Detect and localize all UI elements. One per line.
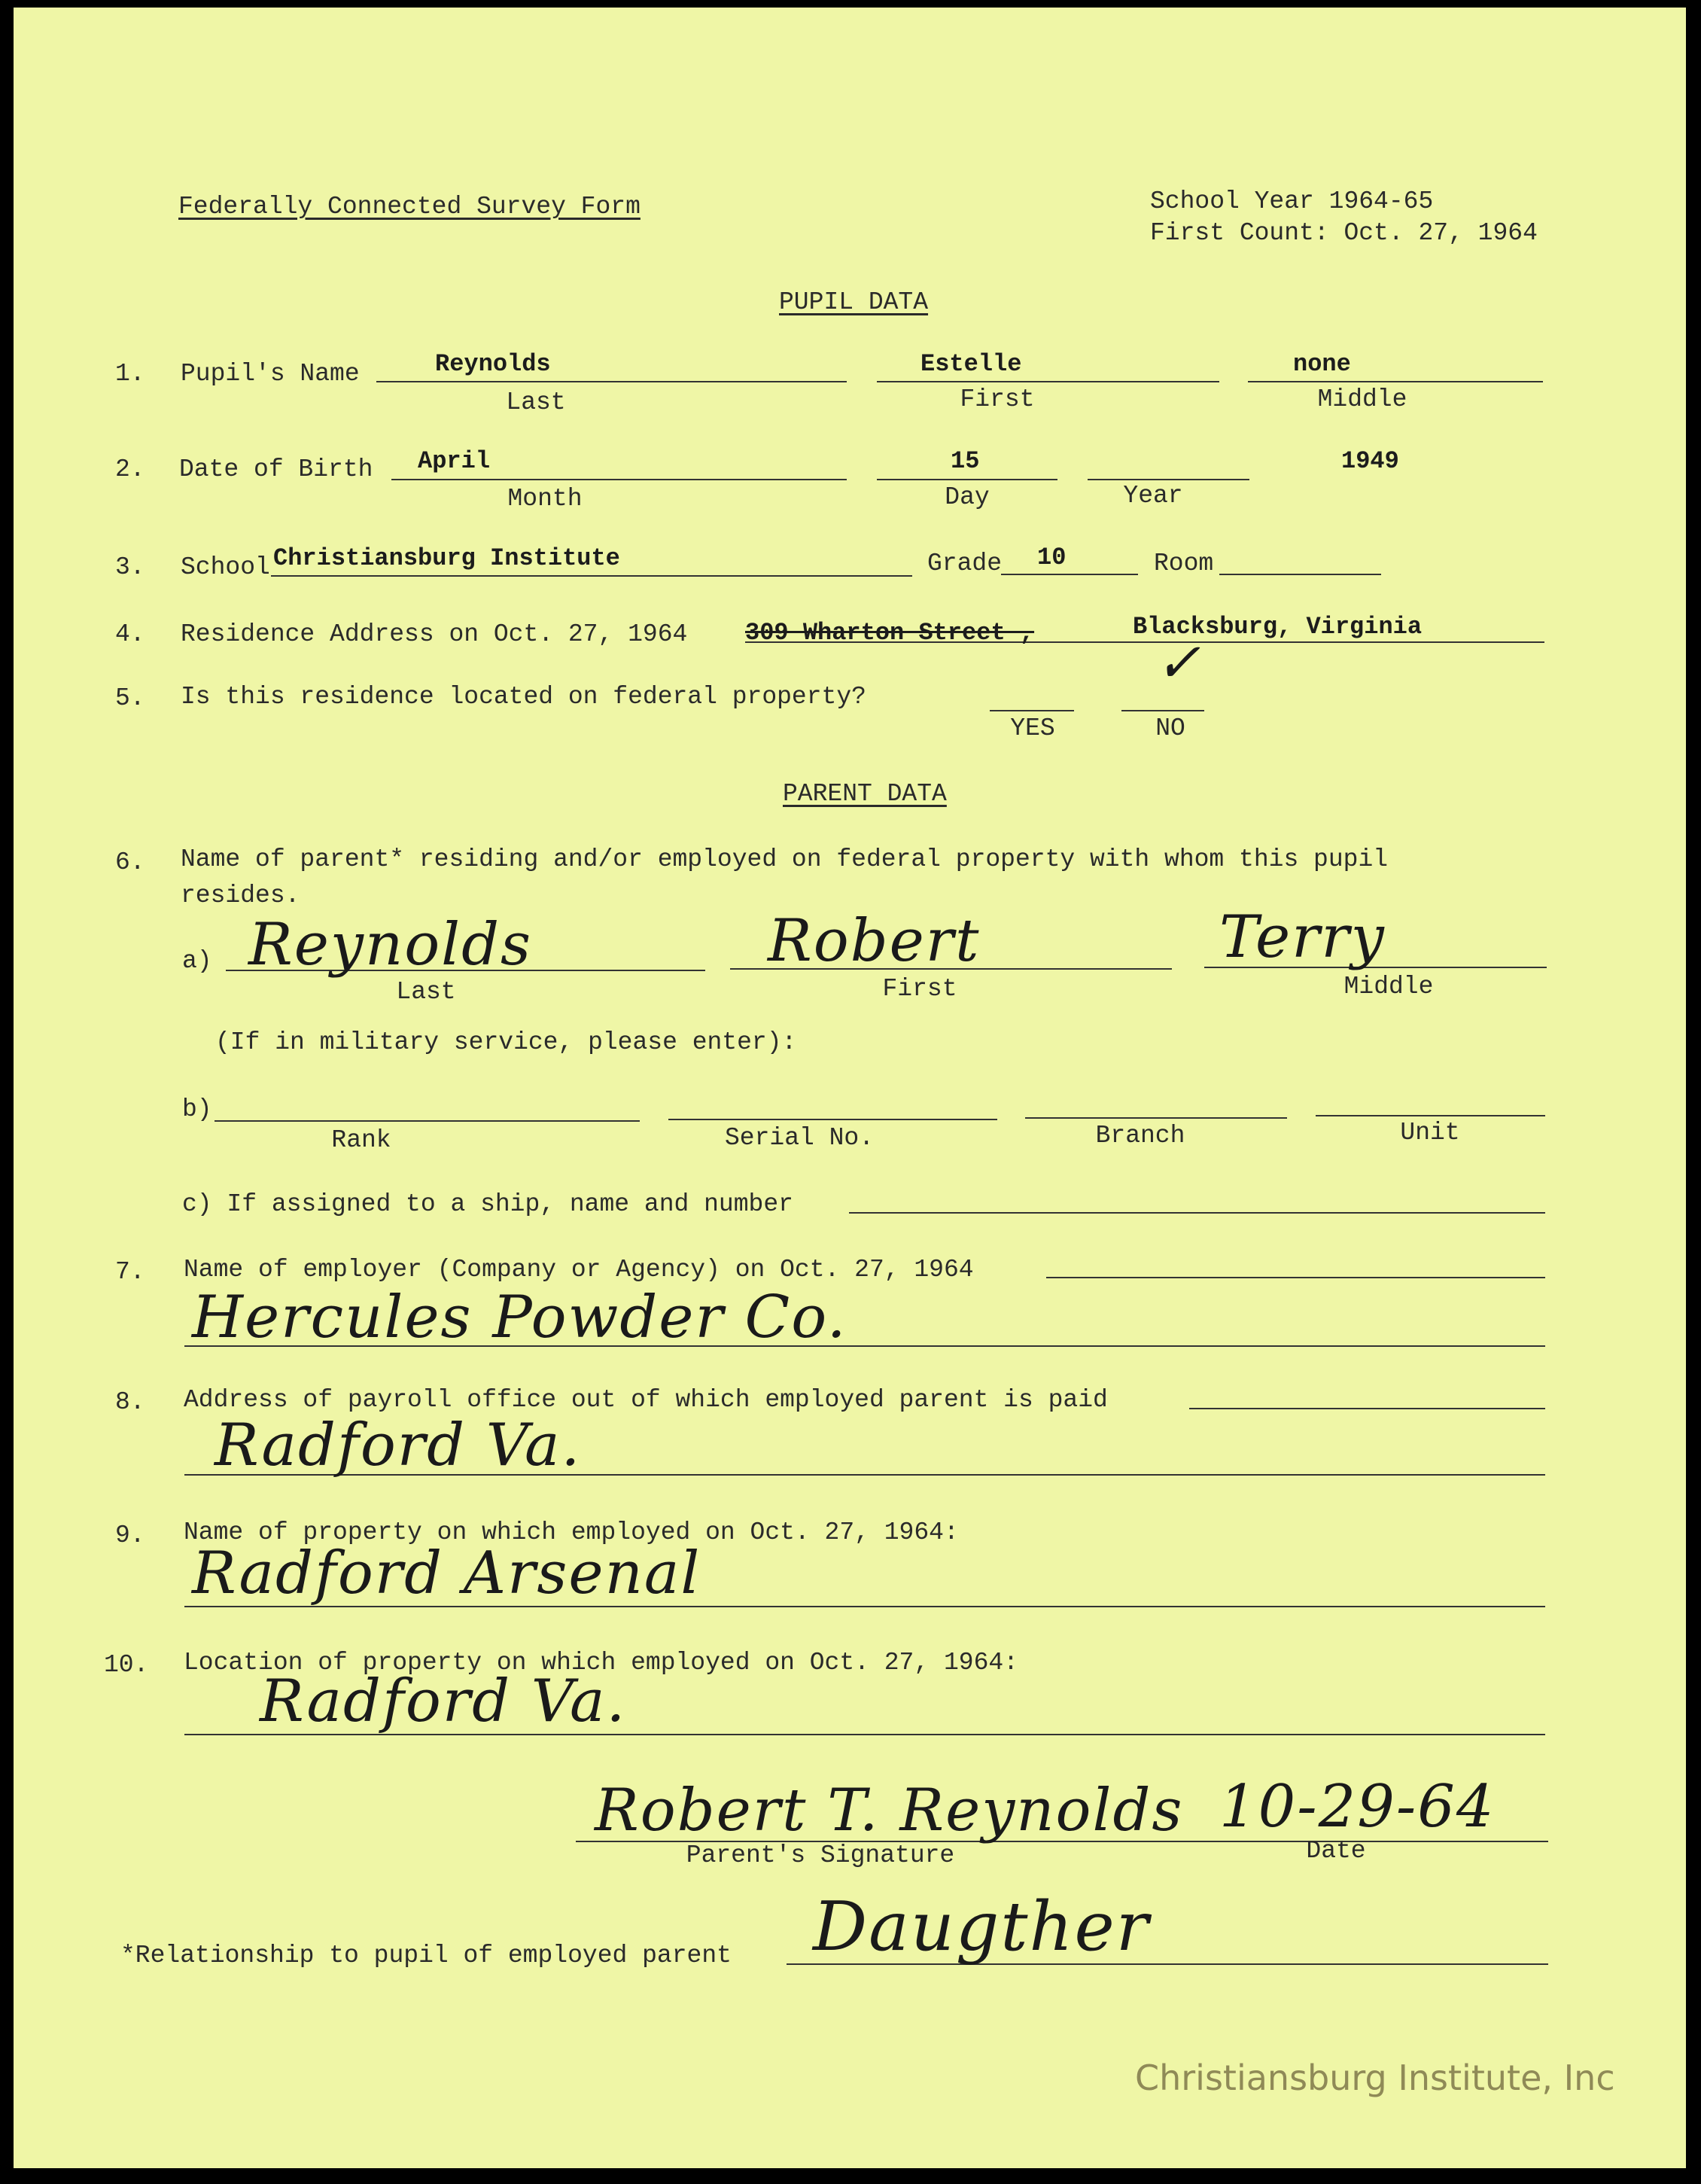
q3-label: School: [181, 553, 270, 581]
q5-yes-line: [990, 710, 1074, 711]
payroll-office-address: Radford Va.: [215, 1412, 582, 1479]
signature-date: 10-29-64: [1219, 1773, 1496, 1841]
relationship-answer: Daugther: [813, 1887, 1150, 1966]
q10-number: 10.: [104, 1651, 149, 1679]
q2-caption-month: Month: [507, 485, 583, 513]
q5-no-line: [1121, 710, 1204, 711]
residence-street: 309 Wharton Street ,: [745, 619, 1035, 647]
q3-grade-line: [1001, 574, 1138, 575]
q3-school-line: [271, 575, 912, 577]
q6a-caption-first: First: [882, 975, 957, 1003]
q6-number: 6.: [115, 848, 145, 876]
q10-label: Location of property on which employed on Oct. 27, 1964:: [184, 1649, 1018, 1677]
q6b-unit-line: [1316, 1115, 1545, 1116]
q9-number: 9.: [115, 1521, 145, 1549]
q6c-line: [849, 1212, 1545, 1214]
q6b-label: b): [182, 1095, 212, 1123]
q6b-serial-line: [668, 1119, 997, 1120]
q2-caption-year: Year: [1123, 482, 1183, 510]
q6b-caption-branch: Branch: [1095, 1122, 1185, 1150]
grade-value: 10: [1037, 544, 1067, 571]
school-year: School Year 1964-65: [1150, 187, 1434, 215]
q2-year-line: [1088, 479, 1249, 480]
q3-room-line: [1219, 574, 1381, 575]
q5-no-caption: NO: [1155, 714, 1185, 742]
birth-day: 15: [951, 447, 980, 475]
q6b-caption-unit: Unit: [1400, 1119, 1460, 1147]
q1-first-line: [877, 381, 1219, 382]
q6-label-line2: resides.: [181, 882, 300, 909]
q4-number: 4.: [115, 620, 145, 648]
form-title: Federally Connected Survey Form: [178, 193, 641, 221]
q8-label: Address of payroll office out of which employed parent is paid: [184, 1386, 1108, 1414]
signature-caption: Parent's Signature: [686, 1841, 955, 1869]
parent-first-name: Robert: [768, 907, 981, 975]
q5-yes-caption: YES: [1010, 714, 1055, 742]
q1-last-line: [376, 381, 847, 382]
q6a-caption-middle: Middle: [1343, 973, 1434, 1001]
q6-label-line1: Name of parent* residing and/or employed on federal property with whom this pupil: [181, 845, 1389, 873]
pupil-data-heading: PUPIL DATA: [779, 288, 929, 316]
parent-signature: Robert T. Reynolds: [595, 1777, 1184, 1844]
employer-name: Hercules Powder Co.: [192, 1284, 847, 1351]
pupil-first-name: Estelle: [920, 350, 1022, 378]
q3-room-label: Room: [1154, 550, 1214, 577]
date-caption: Date: [1306, 1837, 1366, 1865]
q7-number: 7.: [115, 1258, 145, 1286]
q6b-branch-line: [1025, 1117, 1287, 1119]
q6a-label: a): [182, 947, 212, 975]
pupil-last-name: Reynolds: [435, 350, 551, 378]
q6b-caption-serial: Serial No.: [724, 1124, 875, 1152]
q2-day-line: [877, 479, 1057, 480]
q6c-label: c) If assigned to a ship, name and number: [182, 1190, 793, 1218]
q1-caption-first: First: [960, 385, 1035, 413]
q7-line1: [1046, 1277, 1545, 1278]
property-name: Radford Arsenal: [192, 1540, 701, 1607]
q1-number: 1.: [115, 360, 145, 388]
q7-label: Name of employer (Company or Agency) on Oct. 27, 1964: [184, 1256, 974, 1284]
q9-label: Name of property on which employed on Oct. 27, 1964:: [184, 1518, 959, 1546]
q8-number: 8.: [115, 1388, 145, 1416]
first-count: First Count: Oct. 27, 1964: [1150, 219, 1538, 247]
q6b-rank-line: [215, 1120, 640, 1122]
q6a-caption-last: Last: [396, 978, 456, 1006]
q1-caption-middle: Middle: [1317, 385, 1407, 413]
q5-number: 5.: [115, 684, 145, 712]
q1-caption-last: Last: [506, 388, 566, 416]
q8-line1: [1189, 1408, 1545, 1409]
q2-caption-day: Day: [945, 483, 990, 511]
q6b-caption-rank: Rank: [331, 1126, 391, 1154]
parent-last-name: Reynolds: [248, 911, 533, 979]
parent-data-heading: PARENT DATA: [783, 780, 947, 808]
residence-city: Blacksburg, Virginia: [1133, 613, 1423, 641]
q2-number: 2.: [115, 455, 145, 483]
q2-label: Date of Birth: [179, 455, 373, 483]
school-name: Christiansburg Institute: [273, 544, 620, 572]
q2-month-line: [391, 479, 847, 480]
property-location: Radford Va.: [260, 1668, 627, 1735]
q4-label: Residence Address on Oct. 27, 1964: [181, 620, 688, 648]
q1-label: Pupil's Name: [181, 360, 360, 388]
watermark: Christiansburg Institute, Inc: [1135, 2058, 1615, 2098]
q6-military-note: (If in military service, please enter):: [215, 1028, 797, 1056]
q3-number: 3.: [115, 553, 145, 581]
relationship-label: *Relationship to pupil of employed parent: [120, 1942, 732, 1969]
q5-label: Is this residence located on federal property?: [181, 683, 866, 711]
pupil-middle-name: none: [1293, 350, 1351, 378]
q1-middle-line: [1248, 381, 1543, 382]
q5-no-checkmark: ✓: [1155, 631, 1203, 694]
birth-month: April: [418, 447, 491, 475]
birth-year: 1949: [1341, 447, 1399, 475]
parent-middle-name: Terry: [1219, 903, 1386, 971]
q3-grade-label: Grade: [927, 550, 1003, 577]
